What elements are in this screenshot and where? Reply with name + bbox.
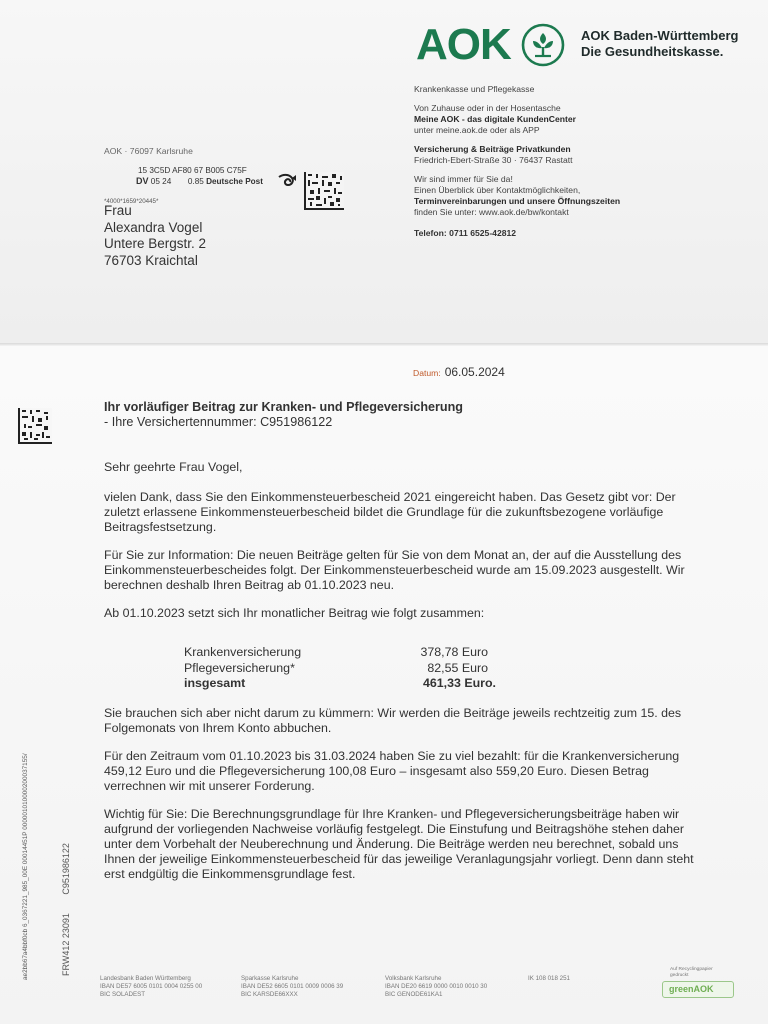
letter-body-continued (104, 706, 704, 895)
postage-carrier: Deutsche Post (206, 177, 263, 186)
post-horn-icon (277, 172, 297, 188)
bank-name: Sparkasse Karlsruhe (241, 975, 299, 982)
body-paragraph: Wichtig für Sie: Die Berechnungsgrundlage für Ihre Kranken- und Pflegeversicherungsbeiträge haben wir aufgrund der vorliegenden Nachweise vorläufig festgelegt. Die Einstufung und Beitragshöhe stehen daher unter dem Vorbehalt der Neuberechnung und Änderung. Die Beiträge werden neu berechnet, sobald uns Ihnen der jeweilige Einkommensteuerbescheid für das jeweilige Veranlagungsjahr vorliegt. Denn dann steht erst endgültig die Einkommensgrundlage fest. (104, 807, 694, 881)
recipient-name: Alexandra Vogel (104, 219, 203, 235)
letter-subject (104, 400, 704, 430)
document-matrix-code-icon (18, 408, 52, 444)
side-code-b: C951986122 (61, 843, 71, 895)
badge-caption: Auf Recyclingpapier gedruckt (670, 967, 713, 978)
badge-label: greenAOK (669, 984, 714, 994)
logo-wordmark: AOK (416, 20, 511, 69)
bank-bic: BIC GENODE61KA1 (385, 991, 443, 998)
sender-line: Friedrich-Ebert-Straße 30 · 76437 Rastatt (414, 155, 573, 165)
date-label: Datum: (413, 368, 441, 378)
bank-name: Volksbank Karlsruhe (385, 975, 442, 982)
body-paragraph: Sie brauchen sich aber nicht darum zu kümmern: Wir werden die Beiträge jeweils rechtzeitig zum 15. des Folgemonats von Ihrem Konto abbuchen. (104, 706, 682, 735)
footer-bank (385, 975, 487, 999)
side-code-a: FRW412 23091 (61, 913, 71, 976)
sender-line: Von Zuhause oder in der Hosentasche (414, 103, 561, 113)
postage-amount: 0.85 (187, 177, 204, 186)
bank-iban: IBAN DE57 6005 0101 0004 0255 00 (100, 983, 203, 990)
barcode-id: *4000*1659*20445* (104, 198, 159, 205)
letter-date (413, 365, 505, 379)
bank-iban: IBAN DE20 6619 0000 0010 0010 30 (385, 983, 488, 990)
footer-bank (241, 975, 343, 999)
greeting: Sehr geehrte Frau Vogel, (104, 460, 243, 474)
badge-pill (662, 981, 734, 998)
return-address: AOK · 76097 Karlsruhe (104, 146, 193, 156)
sender-line: Meine AOK - das digitale KundenCenter (414, 114, 577, 124)
postage-date: 05 24 (150, 177, 172, 186)
sender-line: Krankenkasse und Pflegekasse (414, 84, 535, 94)
subject-title: Ihr vorläufiger Beitrag zur Kranken- und Pflegeversicherung (104, 400, 464, 414)
body-paragraph: Für Sie zur Information: Die neuen Beiträge gelten für Sie von dem Monat an, der auf die Ausstellung des Einkommensteuerbescheides folgt. Der Einkommensteuerbescheid wurde am 15.09.2023 ausgestellt. Wir berechnen deshalb Ihren Beitrag ab 01.10.2023 neu. (104, 548, 685, 592)
green-aok-badge (662, 967, 734, 997)
bank-bic: BIC KARSDE66XXX (241, 991, 298, 998)
letter-body (104, 460, 704, 634)
contribution-total-label: insgesamt (184, 676, 246, 690)
contribution-value: 378,78 Euro (420, 645, 488, 659)
side-reference-codes (14, 741, 32, 980)
body-paragraph: Für den Zeitraum vom 01.10.2023 bis 31.03.2024 haben Sie zu viel bezahlt: für die Krankenversicherung 459,12 Euro und die Pflegeversicherung 100,08 Euro – insgesamt also 559,20 Euro. Diesen Betrag verrechnen wir mit unserer Forderung. (104, 749, 680, 793)
sender-line: Einen Überblick über Kontaktmöglichkeiten, (414, 185, 581, 195)
side-code-small: ae2bb67a4bbf0cb 6_0367221_985_00E 00014451P 000001010000200037155/ (22, 753, 29, 980)
sender-line: unter meine.aok.de oder als APP (414, 125, 540, 135)
contribution-total-value: 461,33 Euro. (422, 676, 496, 690)
brand-name-line1: AOK Baden-Württemberg (581, 28, 739, 43)
body-paragraph: vielen Dank, dass Sie den Einkommensteuerbescheid 2021 eingereicht haben. Das Gesetz gibt vor: Der zuletzt erlassene Einkommensteuerbescheid bildet die Grundlage für die zukunftsbezogene vorläufige Beitragsfestsetzung. (104, 490, 676, 534)
footer-ik: IK 108 018 251 (528, 975, 570, 982)
postage-code: 15 3C5D AF80 67 B005 C75F (138, 166, 247, 175)
sender-info (414, 84, 620, 239)
subject-subline: - Ihre Versichertennummer: C951986122 (104, 415, 333, 429)
contribution-row (184, 661, 524, 677)
contribution-label: Pflegeversicherung* (184, 660, 295, 675)
brand-name-line2: Die Gesundheitskasse. (581, 44, 724, 59)
side-reference-codes-2 (56, 829, 74, 976)
aok-logo (416, 22, 756, 72)
sender-line: Terminvereinbarungen und unsere Öffnungszeiten (414, 196, 621, 206)
contribution-label: Krankenversicherung (184, 645, 302, 659)
postage-dv: DV (136, 176, 149, 186)
contribution-value: 82,55 Euro (427, 660, 488, 675)
sender-line: Versicherung & Beiträge Privatkunden (414, 144, 571, 154)
body-paragraph: Ab 01.10.2023 setzt sich Ihr monatlicher Beitrag wie folgt zusammen: (104, 606, 485, 620)
date-value: 06.05.2024 (444, 365, 505, 379)
sender-line: finden Sie unter: www.aok.de/bw/kontakt (414, 207, 569, 217)
postage-mark (138, 166, 263, 187)
recipient-salutation: Frau (104, 203, 132, 218)
brand-name (581, 28, 738, 60)
sender-phone: Telefon: 0711 6525-42812 (414, 228, 517, 238)
recipient-street: Untere Bergstr. 2 (104, 236, 207, 251)
contribution-table (184, 645, 524, 692)
contribution-total-row (184, 676, 524, 692)
contribution-row (184, 645, 524, 661)
footer-bank (100, 975, 202, 999)
bank-iban: IBAN DE52 6605 0101 0009 0006 39 (241, 983, 344, 990)
sender-line: Wir sind immer für Sie da! (414, 174, 513, 184)
recipient-address (104, 203, 206, 269)
bank-name: Landesbank Baden Württemberg (100, 975, 191, 982)
tree-icon (521, 23, 565, 67)
bank-bic: BIC SOLADEST (100, 991, 146, 998)
postage-matrix-code-icon (304, 172, 344, 210)
recipient-city: 76703 Kraichtal (104, 252, 198, 268)
